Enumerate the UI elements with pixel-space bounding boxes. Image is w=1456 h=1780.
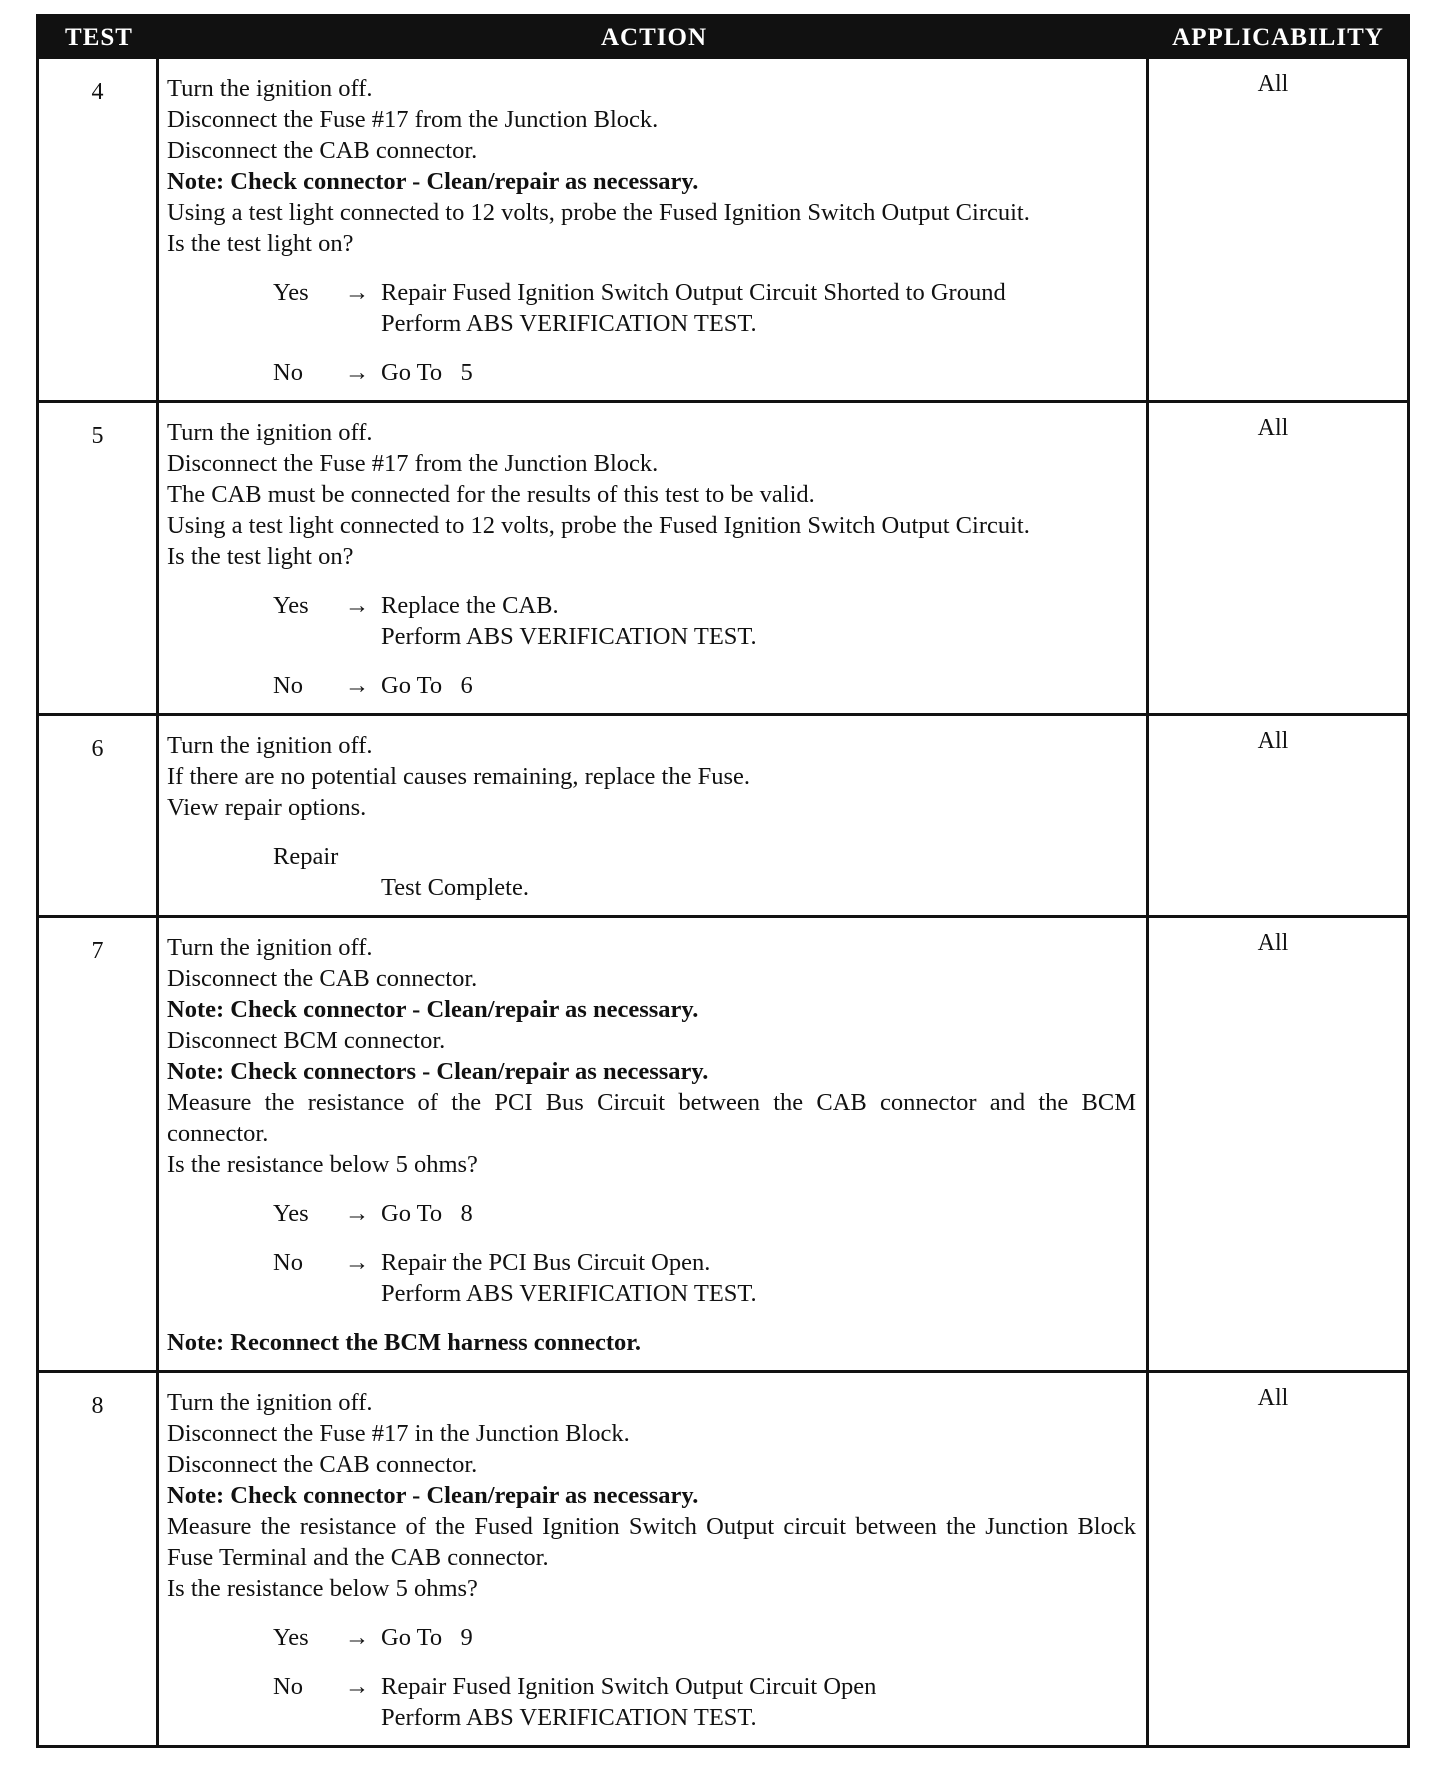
instruction-line: Turn the ignition off. (167, 419, 373, 446)
arrow-right-icon: → (344, 1673, 370, 1700)
test-row-5 (39, 400, 1407, 713)
action-cell (159, 403, 1149, 713)
option-result-line: Perform ABS VERIFICATION TEST. (381, 1704, 757, 1731)
action-cell (159, 918, 1149, 1370)
instruction-line: Turn the ignition off. (167, 75, 373, 102)
option-result (381, 1622, 1136, 1653)
option-no (167, 357, 1136, 388)
arrow-right-icon: → (344, 592, 370, 619)
option-result-line: Repair the PCI Bus Circuit Open. (381, 1249, 711, 1276)
option-yes (167, 277, 1136, 339)
option-no (167, 670, 1136, 701)
instruction-line: Is the resistance below 5 ohms? (167, 1151, 478, 1178)
action-cell (159, 716, 1149, 915)
header-test: TEST (65, 24, 133, 51)
applicability-cell: All (1257, 415, 1289, 441)
instruction-line: Disconnect the Fuse #17 from the Junction Block. (167, 106, 659, 133)
instruction-line: Turn the ignition off. (167, 732, 373, 759)
option-no (167, 1671, 1136, 1733)
instruction-line: Is the test light on? (167, 543, 354, 570)
applicability-cell: All (1257, 1385, 1289, 1411)
option-label: No (273, 1249, 303, 1276)
test-row-8 (39, 1370, 1407, 1745)
instruction-line: Disconnect the CAB connector. (167, 137, 478, 164)
diagnostic-test-table (36, 14, 1410, 1748)
test-number: 5 (39, 403, 159, 713)
applicability-cell: All (1257, 930, 1289, 956)
option-result-line: Go To 6 (381, 672, 473, 699)
instruction-line: Disconnect the CAB connector. (167, 1451, 478, 1478)
option-result-line: Perform ABS VERIFICATION TEST. (381, 1280, 757, 1307)
option-label: Yes (273, 592, 309, 619)
instruction-line: Disconnect the Fuse #17 in the Junction Block. (167, 1420, 630, 1447)
test-number: 6 (39, 716, 159, 915)
option-no (167, 1247, 1136, 1309)
option-result-line: Go To 9 (381, 1624, 473, 1651)
option-result (381, 1247, 1136, 1309)
table-body (39, 59, 1407, 1745)
instruction-line: Disconnect the Fuse #17 from the Junction Block. (167, 450, 659, 477)
option-yes (167, 1198, 1136, 1229)
header-applicability: APPLICABILITY (1172, 24, 1384, 51)
repair-label: Repair (273, 843, 339, 870)
instruction-line: Is the test light on? (167, 230, 354, 257)
instruction-line: Turn the ignition off. (167, 1389, 373, 1416)
option-label: Yes (273, 1200, 309, 1227)
applicability-cell: All (1257, 728, 1289, 754)
action-cell (159, 59, 1149, 400)
instruction-line: View repair options. (167, 794, 367, 821)
instruction-line: Disconnect the CAB connector. (167, 965, 478, 992)
arrow-right-icon: → (344, 1249, 370, 1276)
option-result-line: Perform ABS VERIFICATION TEST. (381, 310, 757, 337)
instruction-line: The CAB must be connected for the results of this test to be valid. (167, 481, 815, 508)
header-action: ACTION (600, 24, 707, 51)
test-number: 7 (39, 918, 159, 1370)
option-result-line: Repair Fused Ignition Switch Output Circuit Open (381, 1673, 877, 1700)
arrow-right-icon: → (344, 672, 370, 699)
option-label: No (273, 672, 303, 699)
instruction-line: Measure the resistance of the PCI Bus Circuit between the CAB connector and the BCM connector. (167, 1089, 1136, 1147)
option-yes (167, 590, 1136, 652)
arrow-right-icon: → (344, 279, 370, 306)
option-result (381, 357, 1136, 388)
action-cell (159, 1373, 1149, 1745)
note-line: Note: Check connectors - Clean/repair as necessary. (167, 1058, 709, 1085)
option-label: Yes (273, 279, 309, 306)
applicability-cell: All (1257, 71, 1289, 97)
option-result (381, 670, 1136, 701)
test-row-4 (39, 59, 1407, 400)
repair-result: Test Complete. (381, 874, 529, 901)
option-result (381, 277, 1136, 339)
option-result-line: Repair Fused Ignition Switch Output Circuit Shorted to Ground (381, 279, 1006, 306)
option-result-line: Replace the CAB. (381, 592, 559, 619)
test-row-7 (39, 915, 1407, 1370)
option-result (381, 1671, 1136, 1733)
instruction-line: Measure the resistance of the Fused Ignition Switch Output circuit between the Junction Block Fuse Terminal and the CAB connector. (167, 1513, 1136, 1571)
instruction-line: Disconnect BCM connector. (167, 1027, 446, 1054)
option-label: No (273, 1673, 303, 1700)
test-number: 4 (39, 59, 159, 400)
option-result (381, 590, 1136, 652)
option-result-line: Perform ABS VERIFICATION TEST. (381, 623, 757, 650)
instruction-line: Is the resistance below 5 ohms? (167, 1575, 478, 1602)
arrow-right-icon: → (344, 1200, 370, 1227)
note-line: Note: Check connector - Clean/repair as necessary. (167, 1482, 699, 1509)
instruction-line: Turn the ignition off. (167, 934, 373, 961)
arrow-right-icon: → (344, 1624, 370, 1651)
instruction-line: If there are no potential causes remaining, replace the Fuse. (167, 763, 750, 790)
instruction-line: Using a test light connected to 12 volts, probe the Fused Ignition Switch Output Circuit. (167, 199, 1030, 226)
instruction-line: Using a test light connected to 12 volts, probe the Fused Ignition Switch Output Circuit. (167, 512, 1030, 539)
arrow-right-icon: → (344, 359, 370, 386)
option-result-line: Go To 5 (381, 359, 473, 386)
option-label: Yes (273, 1624, 309, 1651)
note-line: Note: Check connector - Clean/repair as necessary. (167, 168, 699, 195)
option-result (381, 1198, 1136, 1229)
test-row-6 (39, 713, 1407, 915)
note-line: Note: Reconnect the BCM harness connector. (167, 1329, 642, 1356)
option-label: No (273, 359, 303, 386)
table-header (39, 17, 1407, 59)
option-yes (167, 1622, 1136, 1653)
test-number: 8 (39, 1373, 159, 1745)
note-line: Note: Check connector - Clean/repair as necessary. (167, 996, 699, 1023)
option-result-line: Go To 8 (381, 1200, 473, 1227)
